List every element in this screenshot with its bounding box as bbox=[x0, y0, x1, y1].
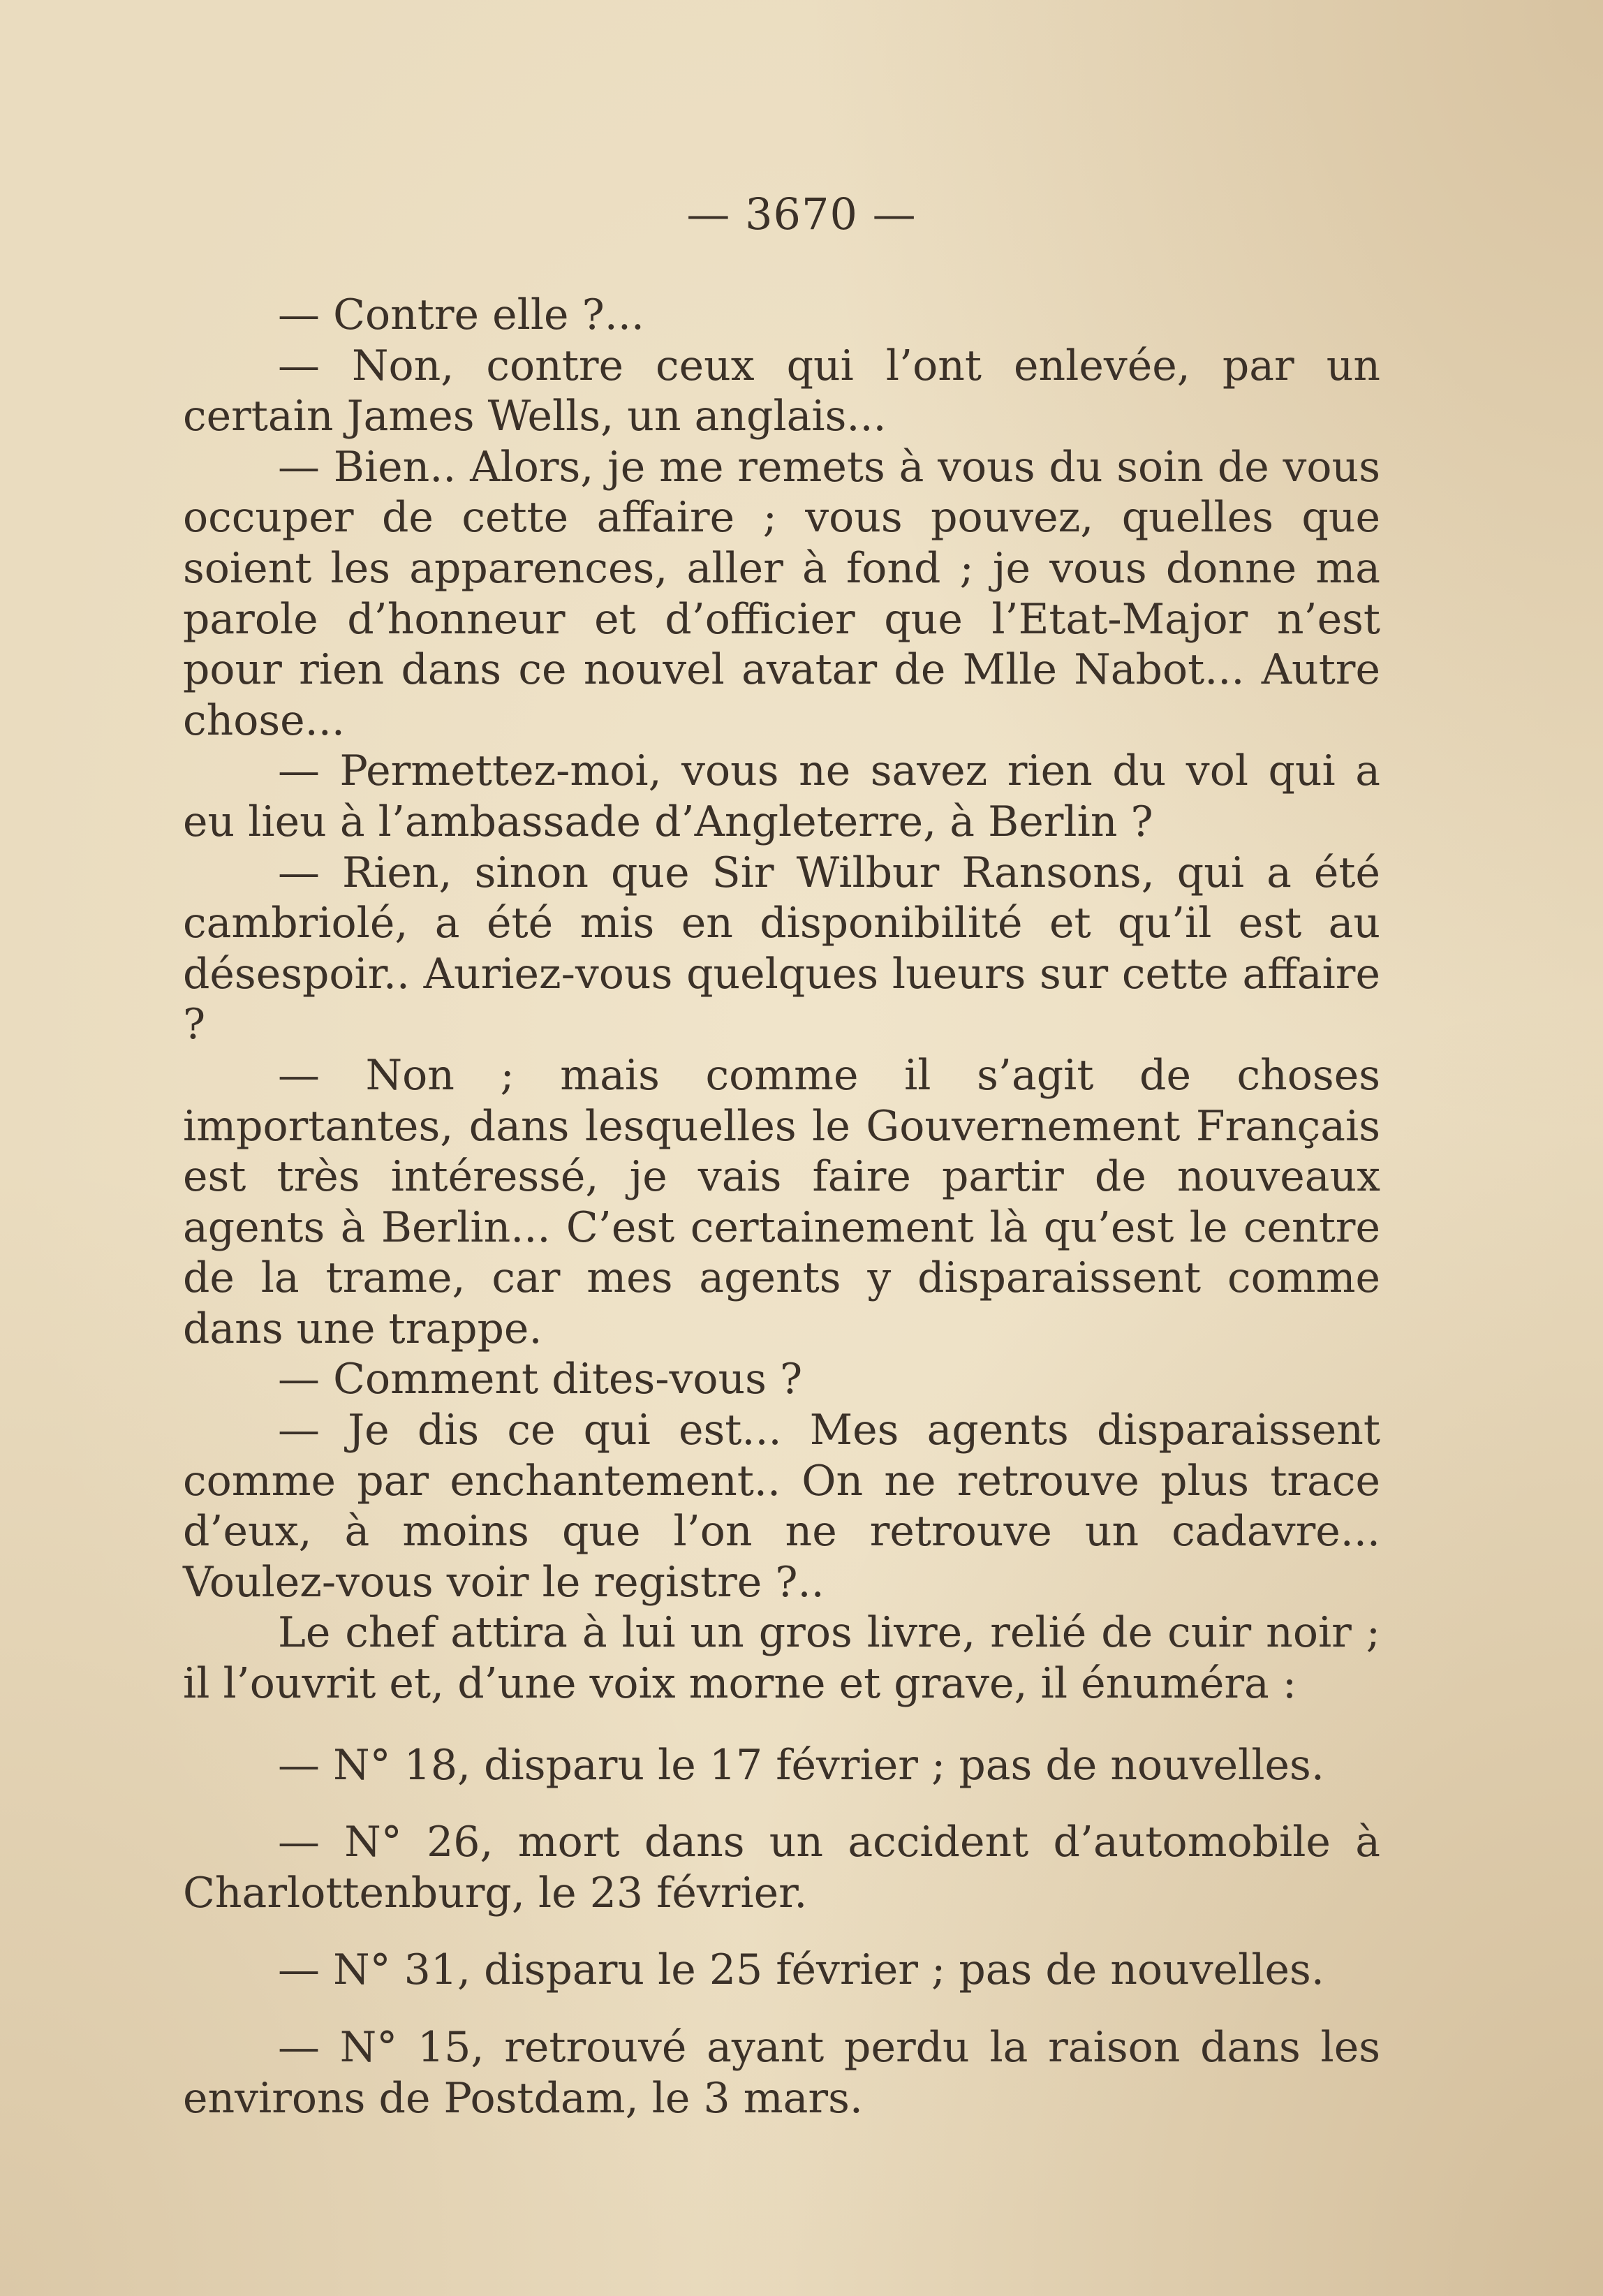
paragraph: — Permettez-moi, vous ne savez rien du vol qui a eu lieu à l’ambassade d’Angleterre, à Berlin ? bbox=[183, 746, 1380, 846]
paragraph: Le chef attira à lui un gros livre, relié de cuir noir ; il l’ouvrit et, d’une voix morne et grave, il énuméra : bbox=[183, 1608, 1380, 1709]
register-entry: — N° 15, retrouvé ayant perdu la raison dans les environs de Postdam, le 3 mars. bbox=[183, 2023, 1380, 2123]
paragraph: — Rien, sinon que Sir Wilbur Ransons, qui a été cambriolé, a été mis en disponibilité et qu’il est au désespoir.. Auriez-vous quelques lueurs sur cette affaire ? bbox=[183, 848, 1380, 1050]
paragraph: — Non, contre ceux qui l’ont enlevée, par un certain James Wells, un anglais... bbox=[183, 341, 1380, 441]
page-number: — 3670 — bbox=[686, 189, 917, 240]
paragraph: — Je dis ce qui est... Mes agents disparaissent comme par enchantement.. On ne retrouve plus trace d’eux, à moins que l’on ne retrouve un cadavre... Voulez-vous voir le registre ?.. bbox=[183, 1406, 1380, 1607]
register-entry: — N° 18, disparu le 17 février ; pas de nouvelles. bbox=[278, 1740, 1324, 1790]
register-entry: — N° 31, disparu le 25 février ; pas de nouvelles. bbox=[278, 1945, 1324, 1995]
paragraph: — Non ; mais comme il s’agit de choses importantes, dans lesquelles le Gouvernement Français est très intéressé, je vais faire partir de nouveaux agents à Berlin... C’est certainement là qu’est le centre de la trame, car mes agents y disparaissent comme dans une trappe. bbox=[183, 1050, 1380, 1353]
paragraph: — Comment dites-vous ? bbox=[278, 1355, 803, 1404]
paragraph: — Contre elle ?... bbox=[278, 290, 644, 339]
paragraph: — Bien.. Alors, je me remets à vous du soin de vous occuper de cette affaire ; vous pouvez, quelles que soient les apparences, aller à fond ; je vous donne ma parole d’honneur et d’officier que l’Etat-Major n’est pour rien dans ce nouvel avatar de Mlle Nabot... Autre chose... bbox=[183, 442, 1380, 745]
register-entry: — N° 26, mort dans un accident d’automobile à Charlottenburg, le 23 février. bbox=[183, 1818, 1380, 1918]
body-text bbox=[183, 290, 1380, 2124]
